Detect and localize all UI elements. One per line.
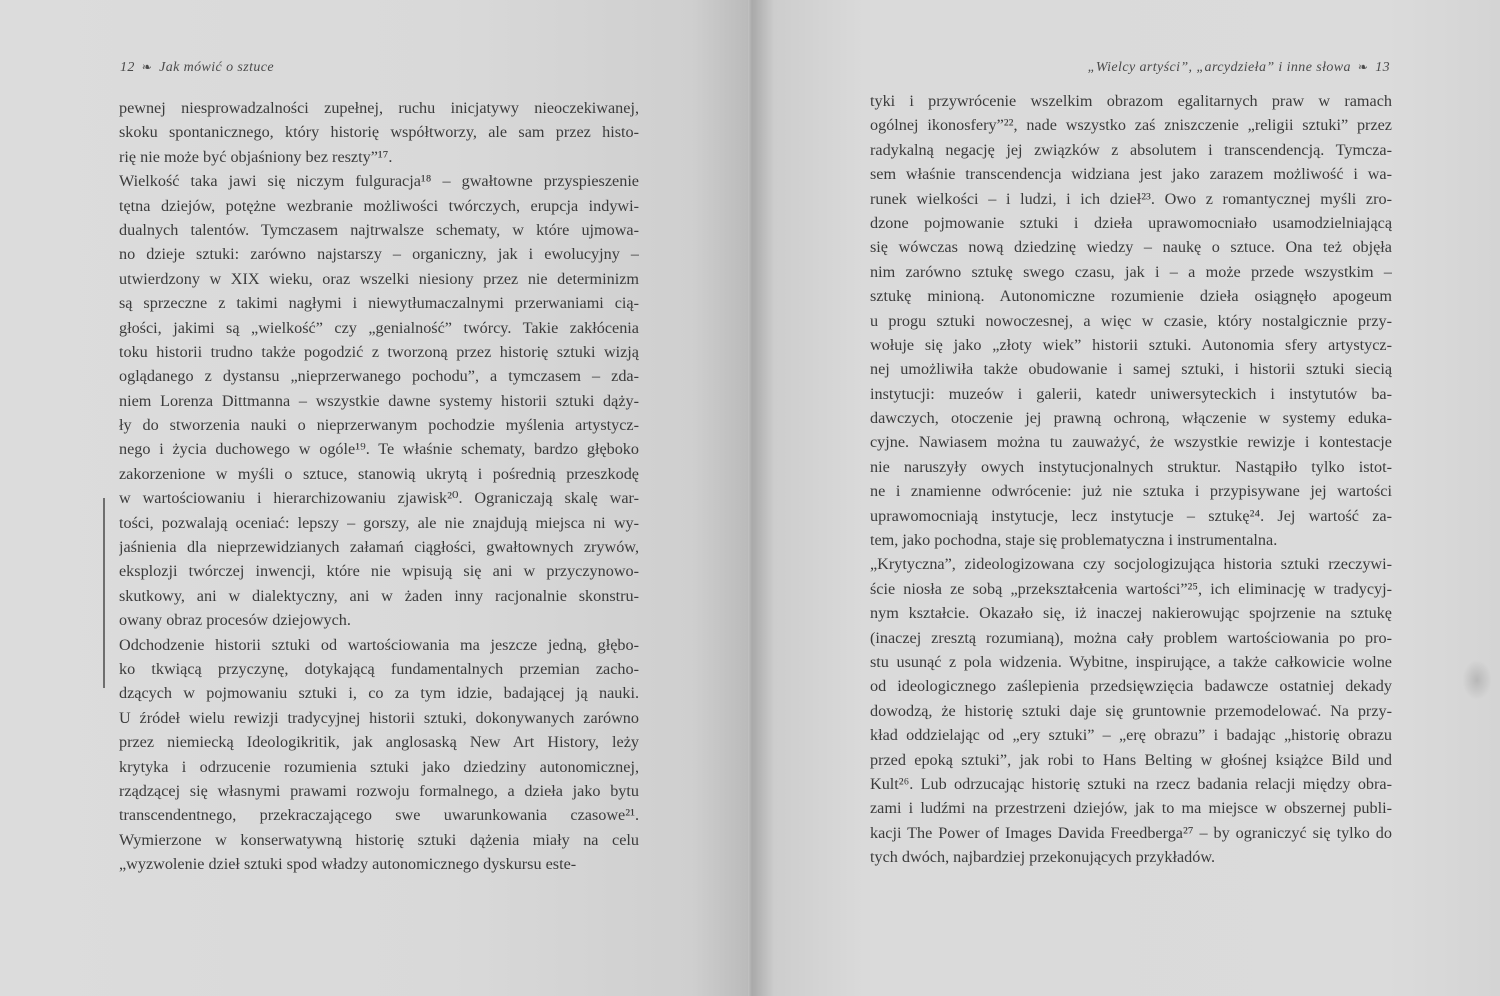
text-line: tem, jako pochodna, staje się problematyczna i instrumentalna.: [870, 531, 1278, 550]
text-line: radykalną negację jej związków z absolutem i transcendencją. Tymcza-: [870, 140, 1392, 159]
text-line: Wymierzone w konserwatywną historię sztuki dążenia miały na celu: [119, 830, 639, 849]
text-line: „wyzwolenie dzieł sztuki spod władzy autonomicznego dyskursu este-: [119, 855, 577, 874]
leaf-ornament-icon: ❧: [141, 60, 153, 74]
text-line: sztukę minioną. Autonomiczne rozumienie dzieła osiągnęło apogeum: [870, 287, 1392, 306]
text-line: skutkowy, ani w dialektyczny, ani w żaden inny racjonalnie skonstru-: [119, 586, 639, 605]
text-line: dawczych, otoczenie jej prawną ochroną, włączenie w systemy eduka-: [870, 409, 1392, 428]
text-line: nie naruszyły owych instytucjonalnych struktur. Nastąpiło tylko istot-: [870, 457, 1392, 476]
text-line: Kult²⁶. Lub odrzucając historię sztuki na rzecz badania relacji między obra-: [870, 774, 1392, 793]
text-line: sem właśnie transcendencja widziana jest jako zarazem możliwość i wa-: [870, 165, 1392, 184]
left-page-number: 12: [120, 60, 135, 75]
text-line: w wartościowaniu i hierarchizowaniu zjawisk²⁰. Ograniczają skalę war-: [119, 489, 639, 508]
pencil-margin-mark: [103, 498, 105, 688]
text-line: rię nie może być objaśniony bez reszty”¹⁷.: [119, 147, 393, 166]
right-body-text: [870, 89, 1392, 870]
text-line: runek wielkości – i ludzi, i ich dzieł²³. Owo z romantycznej myśli zro-: [870, 189, 1392, 208]
text-line: skoku spontanicznego, który historię współtworzy, ale sam przez histo-: [119, 123, 639, 142]
text-line: tości, pozwalają oceniać: lepszy – gorszy, ale nie znajdują miejsca ni wy-: [119, 513, 639, 532]
text-line: przez niemiecką Ideologikritik, jak anglosaską New Art History, leży: [119, 733, 639, 752]
text-line: się wówczas nową dziedzinę wiedzy – naukę o sztuce. Ona też objęła: [870, 238, 1392, 257]
left-running-head: [120, 60, 274, 76]
text-line: cyjne. Nawiasem można tu zauważyć, że wszystkie rewizje i kontestacje: [870, 433, 1392, 452]
page-smudge: [1462, 660, 1492, 700]
text-line: kład oddzielając od „ery sztuki” – „erę obrazu” i badając „historię obrazu: [870, 726, 1392, 745]
text-line: instytucji: muzeów i galerii, katedr uniwersyteckich i instytutów ba-: [870, 384, 1392, 403]
text-line: stu usunąć z pola widzenia. Wybitne, inspirujące, a także całkowicie wolne: [870, 652, 1392, 671]
text-line: niem Lorenza Dittmanna – wszystkie dawne systemy historii sztuki dąży-: [119, 391, 639, 410]
text-line: jaśnienia dla nieprzewidzianych załamań ciągłości, gwałtownych zrywów,: [119, 538, 639, 557]
text-line: „Krytyczna”, zideologizowana czy socjologizująca historia sztuki rzeczywi-: [870, 555, 1392, 574]
text-line: są sprzeczne z takimi nagłymi i niewytłumaczalnymi przerwaniami cią-: [119, 294, 639, 313]
text-line: no dzieje sztuki: zarówno najstarszy – organiczny, jak i ewolucyjny –: [119, 245, 639, 264]
left-chapter-title: Jak mówić o sztuce: [159, 60, 274, 75]
text-line: krytyka i odrzucenie rozumienia sztuki jako dziedziny autonomicznej,: [119, 757, 639, 776]
text-line: transcendentnego, przekraczającego swe uwarunkowania czasowe²¹.: [119, 806, 639, 825]
text-line: tych dwóch, najbardziej przekonujących przykładów.: [870, 848, 1216, 867]
text-line: nym kształcie. Okazało się, iż inaczej nakierowując spojrzenie na sztukę: [870, 604, 1392, 623]
text-line: głości, jakimi są „wielkość” czy „genialność” twórcy. Takie zakłócenia: [119, 318, 639, 337]
text-line: od ideologicznego zaślepienia przedsięwzięcia badawcze ostatniej dekady: [870, 677, 1392, 696]
text-line: pewnej niesprowadzalności zupełnej, ruchu inicjatywy nieoczekiwanej,: [119, 99, 639, 117]
text-line: u progu sztuki nowoczesnej, a więc w czasie, który nostalgicznie przy-: [870, 311, 1392, 330]
text-line: uprawomocniają instytucje, lecz instytucje – sztukę²⁴. Jej wartość za-: [870, 506, 1392, 525]
left-body-text: [119, 96, 639, 877]
text-line: kacji The Power of Images Davida Freedberga²⁷ – by ograniczyć się tylko do: [870, 823, 1392, 842]
text-line: oglądanego z dystansu „nieprzerwanego pochodu”, a tymczasem – zda-: [119, 367, 639, 386]
text-line: toku historii trudno także pogodzić z tworzoną przez historię sztuki wizją: [119, 342, 639, 361]
text-line: wołuje się jako „złoty wiek” historii sztuki. Autonomia sfery artystycz-: [870, 335, 1392, 354]
text-line: (inaczej zresztą rozumianą), można cały problem wartościowania po pro-: [870, 628, 1392, 647]
text-line: owany obraz procesów dziejowych.: [119, 611, 351, 630]
text-line: przed epoką sztuki”, jak robi to Hans Belting w głośnej książce Bild und: [870, 750, 1392, 769]
text-line: eksplozji twórczej inwencji, które nie wpisują się ani w przyczynowo-: [119, 562, 639, 581]
text-line: dzone pojmowanie sztuki i dzieła uprawomocniało usamodzielniającą: [870, 213, 1392, 232]
text-line: dzących w pojmowaniu sztuki i, co za tym idzie, badającej ją nauki.: [119, 684, 639, 703]
text-line: dowodzą, że historię sztuki daje się gruntownie przemodelować. Na przy-: [870, 701, 1392, 720]
text-line: utwierdzony w XIX wieku, oraz wszelki niesiony przez nie determinizm: [119, 269, 639, 288]
text-line: zami i ludźmi na przestrzeni dziejów, jak to ma miejsce w obszernej publi-: [870, 799, 1392, 818]
right-running-head: [1088, 60, 1390, 76]
text-line: nej umożliwiła także obudowanie i samej sztuki, i historii sztuki siecią: [870, 360, 1392, 379]
text-line: rządzącej się własnymi prawami rozwoju formalnego, a dzieła jako bytu: [119, 781, 639, 800]
text-line: Wielkość taka jawi się niczym fulguracja¹⁸ – gwałtowne przyspieszenie: [119, 172, 639, 191]
text-line: U źródeł wielu rewizji tradycyjnej historii sztuki, dokonywanych zarówno: [119, 708, 639, 727]
text-line: nego i życia duchowego w ogóle¹⁹. Te właśnie schematy, bardzo głęboko: [119, 440, 639, 459]
text-line: ko tkwiącą przyczynę, dotykającą fundamentalnych przemian zacho-: [119, 659, 639, 678]
leaf-ornament-icon: ❧: [1357, 60, 1369, 74]
text-line: Odchodzenie historii sztuki od wartościowania ma jeszcze jedną, głębo-: [119, 635, 639, 654]
text-line: ły do stworzenia nauki o nieprzerwanym pochodzie myślenia artystycz-: [119, 416, 639, 435]
text-line: ście niosła ze sobą „przekształcenia wartości”²⁵, ich eliminację w tradycyj-: [870, 579, 1392, 598]
right-page-number: 13: [1375, 60, 1390, 75]
text-line: ne i znamienne odwrócenie: już nie sztuka i przypisywane jej wartości: [870, 482, 1392, 501]
text-line: dualnych talentów. Tymczasem najtrwalsze schematy, w które ujmowa-: [119, 220, 639, 239]
right-chapter-title: „Wielcy artyści”, „arcydzieła” i inne słowa: [1087, 60, 1351, 75]
text-line: zakorzenione w myśli o sztuce, stanowią ukrytą i pośrednią przeszkodę: [119, 464, 639, 483]
right-page: [752, 0, 1500, 996]
text-line: tyki i przywrócenie wszelkim obrazom egalitarnych praw w ramach: [870, 92, 1392, 110]
text-line: ogólnej ikonosfery”²², nade wszystko zaś zniszczenie „religii sztuki” przez: [870, 116, 1392, 135]
text-line: tętna dziejów, potężne wezbranie możliwości twórczych, erupcja indywi-: [119, 196, 639, 215]
text-line: nim zarówno sztukę swego czasu, jak i – a może przede wszystkim –: [870, 262, 1392, 281]
